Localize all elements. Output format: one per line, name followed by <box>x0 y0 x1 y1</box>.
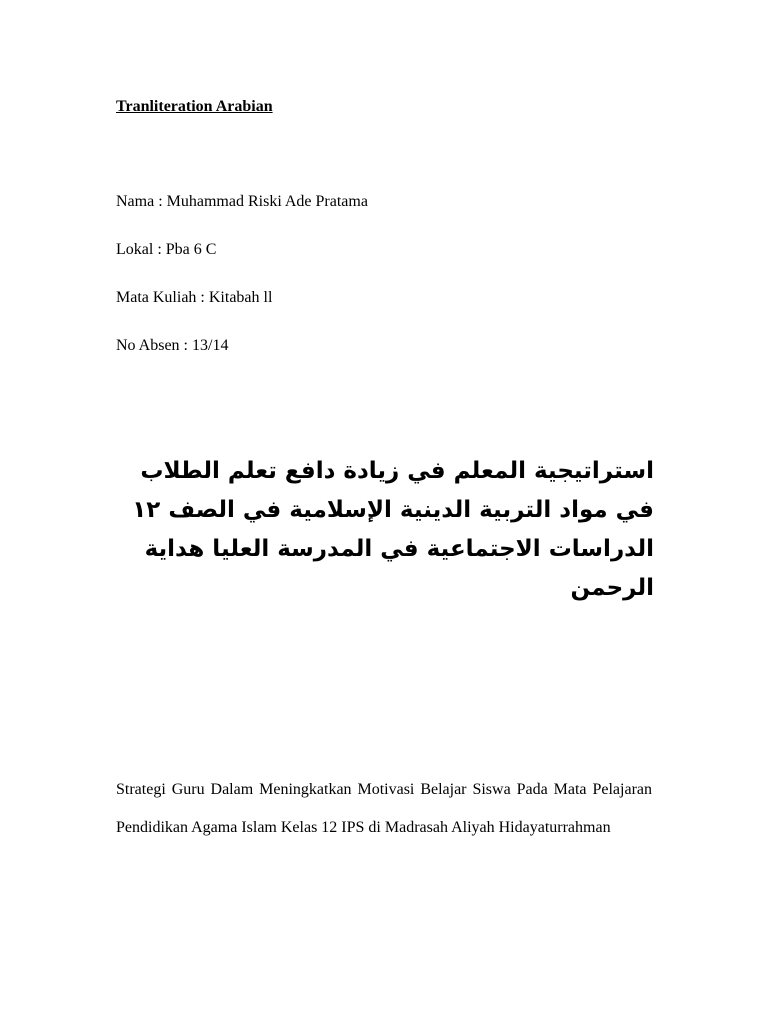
arabic-title-text: استراتيجية المعلم في زيادة دافع تعلم الطلاب في مواد التربية الدينية الإسلامية في الصف ١٢ الدراسات الاجتماعية في المدرسة العليا هداية الرحمن <box>132 458 654 601</box>
document-title: Tranliteration Arabian <box>116 98 273 115</box>
student-name: Nama : Muhammad Riski Ade Pratama <box>116 193 368 210</box>
class-lokal: Lokal : Pba 6 C <box>116 241 217 258</box>
course-name: Mata Kuliah : Kitabah ll <box>116 289 273 306</box>
indonesian-translation: Strategi Guru Dalam Meningkatkan Motivasi Belajar Siswa Pada Mata Pelajaran Pendidikan Agama Islam Kelas 12 IPS di Madrasah Aliyah Hidayaturrahman <box>116 781 652 836</box>
attendance-number: No Absen : 13/14 <box>116 337 229 354</box>
